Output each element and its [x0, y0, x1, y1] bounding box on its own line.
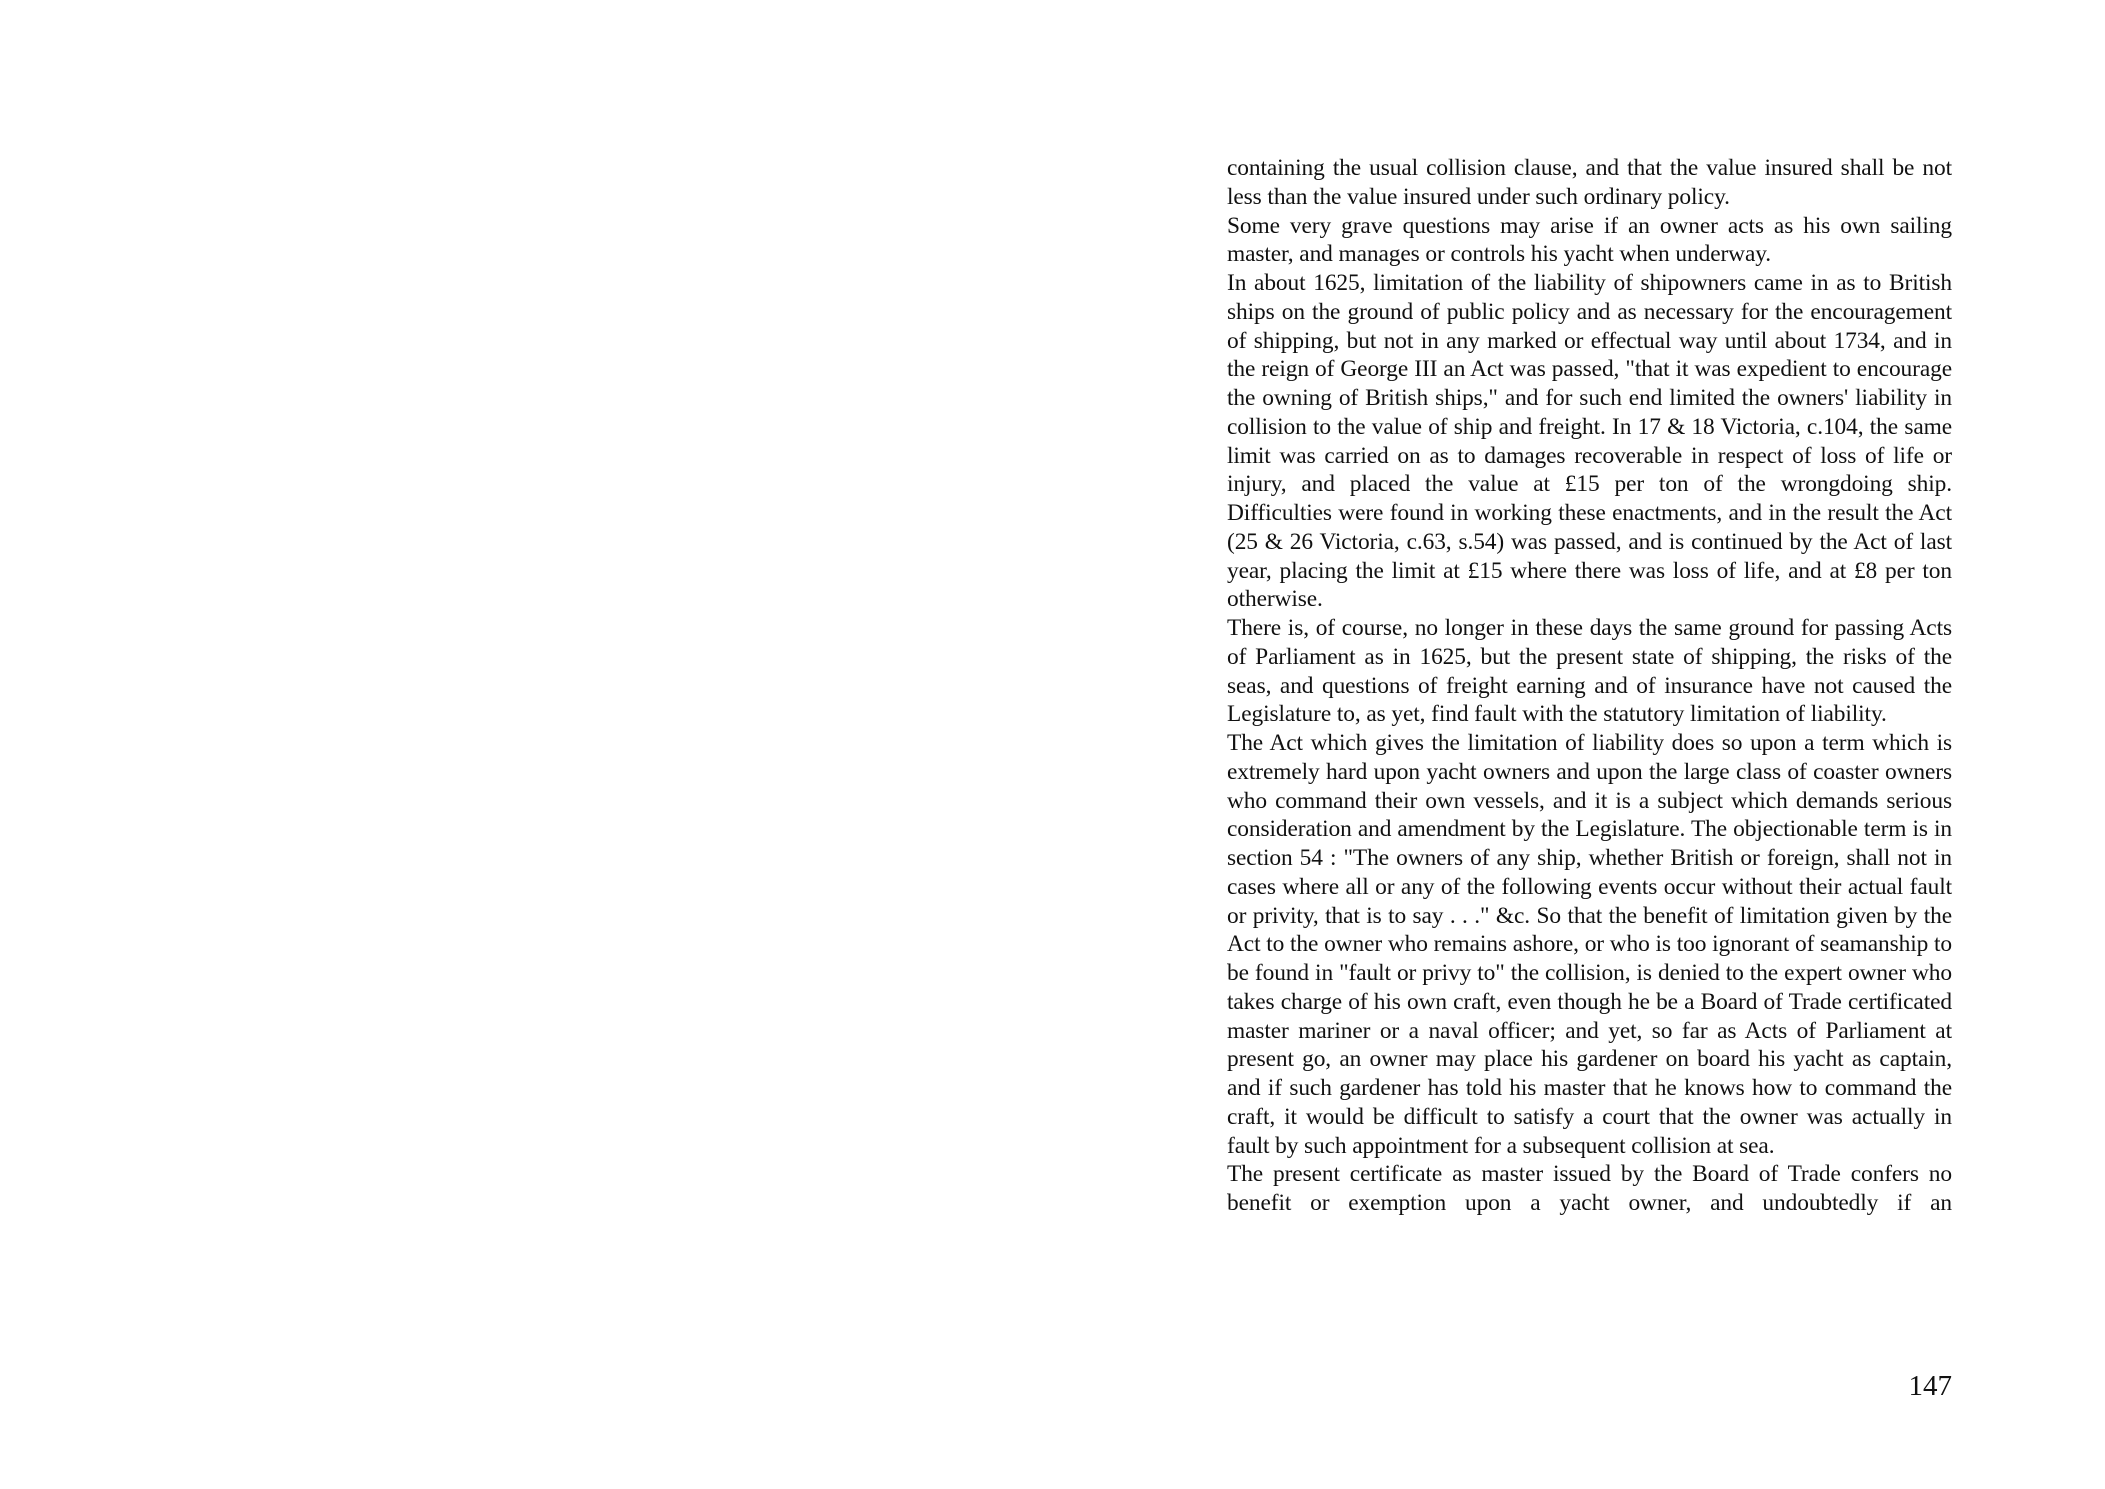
paragraph-sailing-master: Some very grave questions may arise if an owner acts as his own sailing master, and manages or controls his yacht when underway. [1227, 212, 1952, 268]
paragraph-present-state: There is, of course, no longer in these days the same ground for passing Acts of Parliament as in 1625, but the present state of shipping, the risks of the seas, and questions of freight earning and of insurance have not caused the Legislature to, as yet, find fault with the statutory limitation of liability. [1227, 615, 1952, 728]
paragraph-objectionable-term: The Act which gives the limitation of liability does so upon a term which is extremely hard upon yacht owners and upon the large class of coaster owners who command their own vessels, and it is a subject which demands serious consideration and amendment by the Legislature. The objectionable term is in section 54 : "The owners of any ship, whether British or foreign, shall not in cases where all or any of the following events occur without their actual fault or privity, that is to say . . ." &c. So that the benefit of limitation given by the Act to the owner who remains ashore, or who is too ignorant of seamanship to be found in "fault or privy to" the collision, is denied to the expert owner who takes charge of his own craft, even though he be a Board of Trade certificated master mariner or a naval officer; and yet, so far as Acts of Parliament at present go, an owner may place his gardener on board his yacht as captain, and if such gardener has told his master that he knows how to command the craft, it would be difficult to satisfy a court that the owner was actually in fault by such appointment for a subsequent collision at sea. [1227, 730, 1952, 1159]
paragraph-board-of-trade-certificate: The present certificate as master issued by the Board of Trade confers no benefit or exemption upon a yacht owner, and undoubtedly if an [1227, 1161, 1952, 1216]
right-page-text-column [1227, 154, 1952, 1218]
paragraph-history-of-limitation: In about 1625, limitation of the liability of shipowners came in as to British ships on the ground of public policy and as necessary for the encouragement of shipping, but not in any marked or effectual way until about 1734, and in the reign of George III an Act was passed, "that it was expedient to encourage the owning of British ships," and for such end limited the owners' liability in collision to the value of ship and freight. In 17 & 18 Victoria, c.104, the same limit was carried on as to damages recoverable in respect of loss of life or injury, and placed the value at £15 per ton of the wrongdoing ship. Difficulties were found in working these enactments, and in the result the Act (25 & 26 Victoria, c.63, s.54) was passed, and is continued by the Act of last year, placing the limit at £15 where there was loss of life, and at £8 per ton otherwise. [1227, 270, 1952, 613]
page-number: 147 [1908, 1370, 1952, 1402]
paragraph-continued-policy: containing the usual collision clause, and that the value insured shall be not less than the value insured under such ordinary policy. [1227, 155, 1952, 210]
